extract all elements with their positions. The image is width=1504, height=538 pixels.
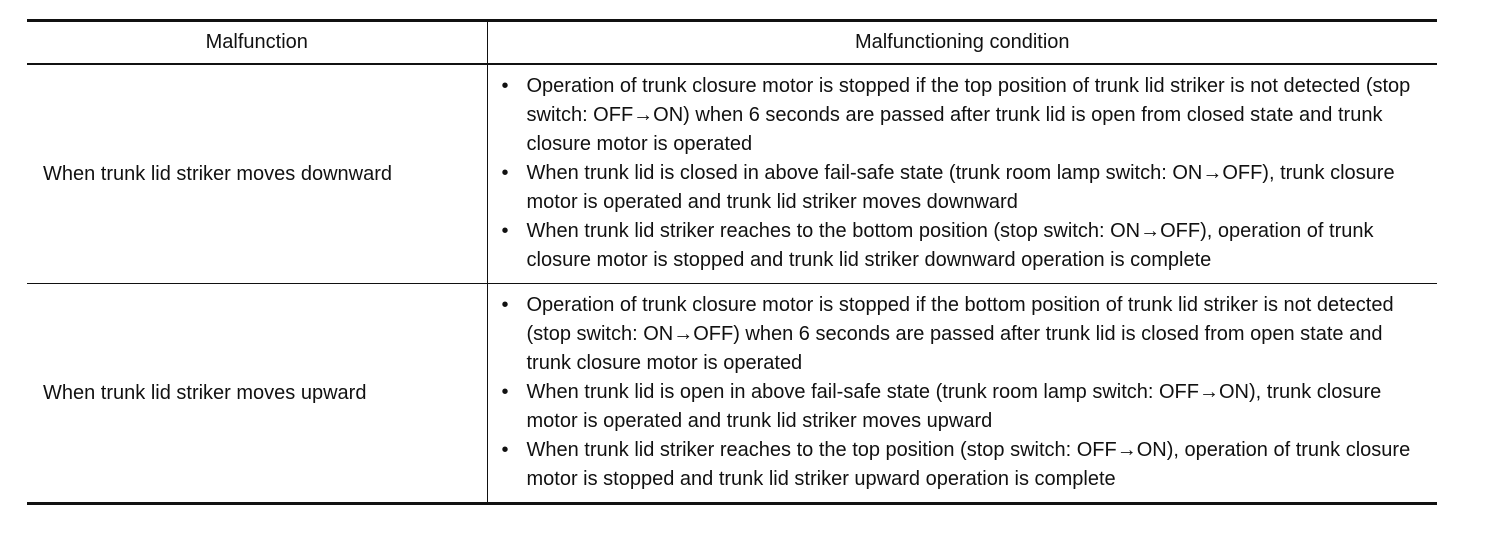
condition-text: Operation of trunk closure motor is stopped if the top position of trunk lid striker is not detected (stop switch: OFF→ON) when 6 seconds are passed after trunk lid is open from closed state and trunk closure motor is operated xyxy=(526,75,1411,155)
condition-text: Operation of trunk closure motor is stopped if the bottom position of trunk lid striker is not detected (stop switch: ON→OFF) when 6 seconds are passed after trunk lid is closed from open state and trunk closure motor is operated xyxy=(526,294,1394,374)
malfunction-cell: When trunk lid striker moves upward xyxy=(27,284,487,504)
bullet-icon: • xyxy=(501,162,509,184)
malfunction-table-container xyxy=(27,19,1437,505)
table-row xyxy=(27,64,1437,284)
condition-item xyxy=(488,378,1430,436)
condition-text: When trunk lid striker reaches to the bottom position (stop switch: ON→OFF), operation of trunk closure motor is stopped and trunk lid striker downward operation is complete xyxy=(526,220,1374,271)
condition-item xyxy=(488,291,1430,378)
condition-cell xyxy=(487,284,1437,504)
condition-item xyxy=(488,72,1430,159)
bullet-icon: • xyxy=(501,220,509,242)
table-row xyxy=(27,284,1437,504)
condition-item xyxy=(488,159,1430,217)
bullet-icon: • xyxy=(501,294,509,316)
header-malfunction: Malfunction xyxy=(27,21,487,65)
bullet-icon: • xyxy=(501,381,509,403)
malfunction-cell: When trunk lid striker moves downward xyxy=(27,64,487,284)
condition-text: When trunk lid striker reaches to the top position (stop switch: OFF→ON), operation of trunk closure motor is stopped and trunk lid striker upward operation is complete xyxy=(526,439,1411,490)
bullet-icon: • xyxy=(501,439,509,461)
malfunction-table xyxy=(27,19,1437,505)
header-malfunctioning-condition: Malfunctioning condition xyxy=(854,31,1070,53)
table-header-row xyxy=(27,21,1437,65)
condition-text: When trunk lid is open in above fail-safe state (trunk room lamp switch: OFF→ON), trunk closure motor is operated and trunk lid striker moves upward xyxy=(526,381,1382,432)
condition-item xyxy=(488,217,1430,275)
condition-list xyxy=(488,72,1430,275)
condition-item xyxy=(488,436,1430,494)
condition-cell xyxy=(487,64,1437,284)
condition-text: When trunk lid is closed in above fail-safe state (trunk room lamp switch: ON→OFF), trunk closure motor is operated and trunk lid striker moves downward xyxy=(526,162,1395,213)
condition-list xyxy=(488,291,1430,494)
bullet-icon: • xyxy=(501,75,509,97)
